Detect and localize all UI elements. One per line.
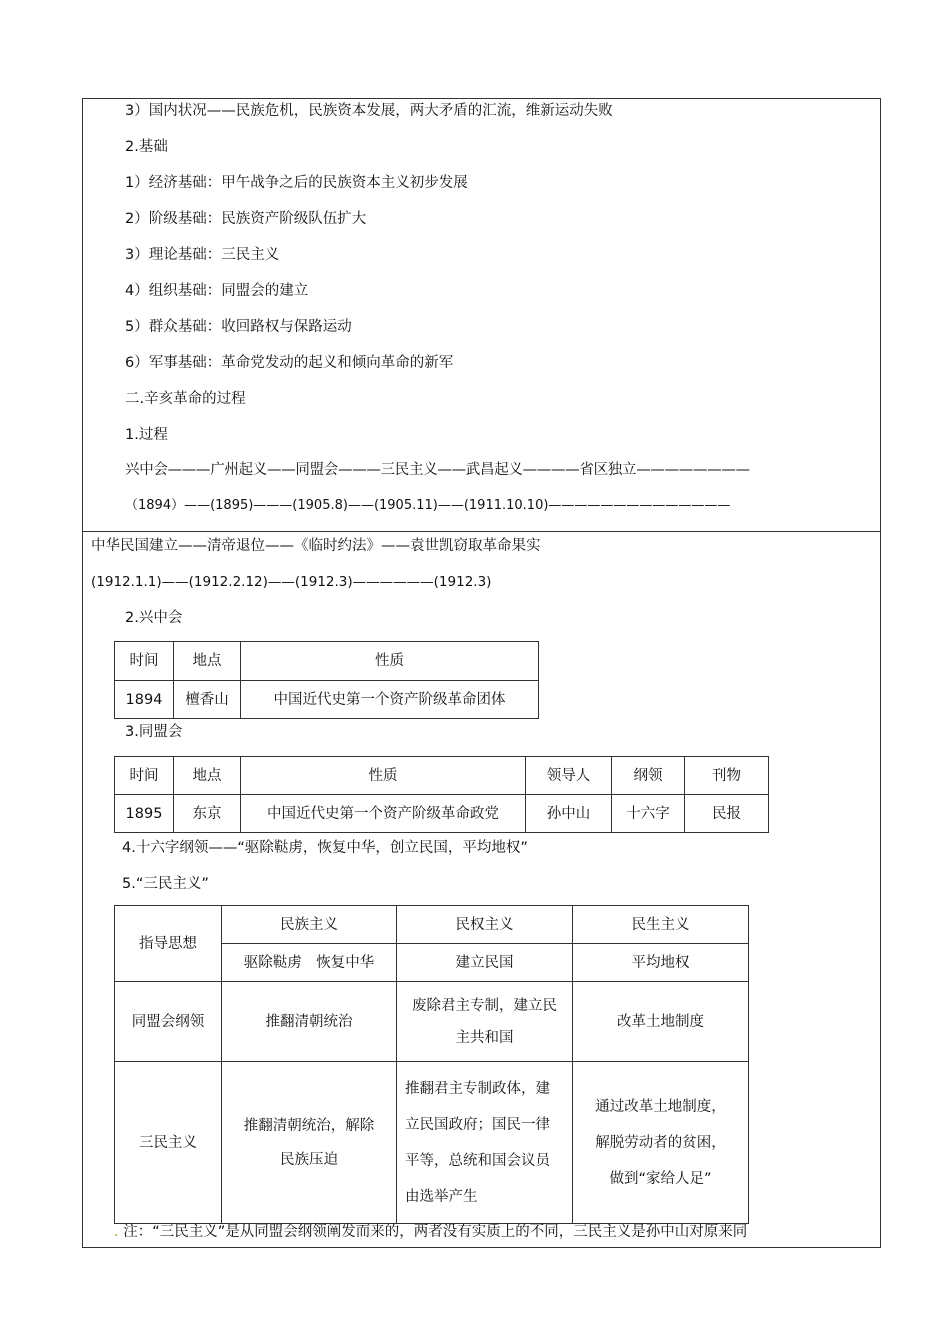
table-cell: 孙中山 bbox=[526, 795, 612, 833]
text-line: 5）群众基础：收回路权与保路运动 bbox=[125, 319, 352, 335]
table-header: 性质 bbox=[241, 757, 526, 795]
text-line: 3）理论基础：三民主义 bbox=[125, 247, 280, 263]
table-header: 纲领 bbox=[612, 757, 685, 795]
timeline-events: 兴中会———广州起义——同盟会———三民主义——武昌起义————省区独立———————— bbox=[125, 462, 750, 478]
table-cell: 通过改革土地制度，解脱劳动者的贫困，做到“家给人足” bbox=[573, 1062, 749, 1224]
row-label-program: 同盟会纲领 bbox=[115, 982, 222, 1062]
table-row-divider bbox=[82, 531, 881, 532]
row-label-guiding: 指导思想 bbox=[115, 906, 222, 982]
table-header: 地点 bbox=[174, 757, 241, 795]
table-header: 民生主义 bbox=[573, 906, 749, 944]
timeline-events-2: 中华民国建立——清帝退位——《临时约法》——袁世凯窃取革命果实 bbox=[91, 538, 541, 554]
table-cell: 十六字 bbox=[612, 795, 685, 833]
tongmenghui-table bbox=[114, 756, 769, 833]
text-line: 4）组织基础：同盟会的建立 bbox=[125, 283, 309, 299]
table-cell: 推翻君主专制政体，建立民国政府；国民一律平等，总统和国会议员由选举产生 bbox=[397, 1062, 573, 1224]
note-text: 注：“三民主义”是从同盟会纲领阐发而来的，两者没有实质上的不同，三民主义是孙中山对原来同 bbox=[123, 1224, 748, 1240]
table-cell: 改革土地制度 bbox=[573, 982, 749, 1062]
table-header: 刊物 bbox=[685, 757, 769, 795]
table-cell: 驱除鞑虏 恢复中华 bbox=[222, 944, 397, 982]
timeline-dates-2: (1912.1.1)——(1912.2.12)——(1912.3)——————(1912.3) bbox=[91, 574, 492, 590]
table-header: 领导人 bbox=[526, 757, 612, 795]
heading-tongmenghui: 3.同盟会 bbox=[125, 724, 183, 740]
table-cell: 东京 bbox=[174, 795, 241, 833]
table-cell: 中国近代史第一个资产阶级革命团体 bbox=[241, 681, 539, 719]
xingzhonghui-table bbox=[114, 641, 539, 719]
table-cell: 建立民国 bbox=[397, 944, 573, 982]
table-cell: 推翻清朝统治 bbox=[222, 982, 397, 1062]
note-mark: . bbox=[114, 1224, 119, 1240]
table-cell: 平均地权 bbox=[573, 944, 749, 982]
timeline-dates: （1894）——(1895)———(1905.8)——(1905.11)——(1911.10.10)—————————————— bbox=[125, 498, 731, 513]
table-header: 时间 bbox=[115, 642, 174, 681]
table-cell: 中国近代史第一个资产阶级革命政党 bbox=[241, 795, 526, 833]
text-line: 2）阶级基础：民族资产阶级队伍扩大 bbox=[125, 211, 367, 227]
text-line: 1）经济基础：甲午战争之后的民族资本主义初步发展 bbox=[125, 175, 468, 191]
table-cell: 民报 bbox=[685, 795, 769, 833]
table-cell: 废除君主专制，建立民主共和国 bbox=[397, 982, 573, 1062]
note-line bbox=[114, 1222, 747, 1242]
text-line: 6）军事基础：革命党发动的起义和倾向革命的新军 bbox=[125, 355, 454, 371]
subheading-process: 1.过程 bbox=[125, 427, 168, 443]
text-line: 3）国内状况——民族危机，民族资本发展，两大矛盾的汇流，维新运动失败 bbox=[125, 103, 613, 119]
table-cell: 推翻清朝统治，解除民族压迫 bbox=[222, 1062, 397, 1224]
heading-three-principles: 5.“三民主义” bbox=[122, 876, 209, 892]
table-header: 性质 bbox=[241, 642, 539, 681]
three-principles-table bbox=[114, 905, 749, 1224]
table-header: 时间 bbox=[115, 757, 174, 795]
table-cell: 1895 bbox=[115, 795, 174, 833]
section-heading-process: 二.辛亥革命的过程 bbox=[125, 391, 246, 407]
table-cell: 檀香山 bbox=[174, 681, 241, 719]
table-header: 地点 bbox=[174, 642, 241, 681]
table-cell: 1894 bbox=[115, 681, 174, 719]
table-header: 民族主义 bbox=[222, 906, 397, 944]
row-label-principles: 三民主义 bbox=[115, 1062, 222, 1224]
subheading-foundation: 2.基础 bbox=[125, 139, 168, 155]
heading-xingzhonghui: 2.兴中会 bbox=[125, 610, 183, 626]
table-header: 民权主义 bbox=[397, 906, 573, 944]
sixteen-char-program: 4.十六字纲领——“驱除鞑虏，恢复中华，创立民国，平均地权” bbox=[122, 840, 528, 856]
